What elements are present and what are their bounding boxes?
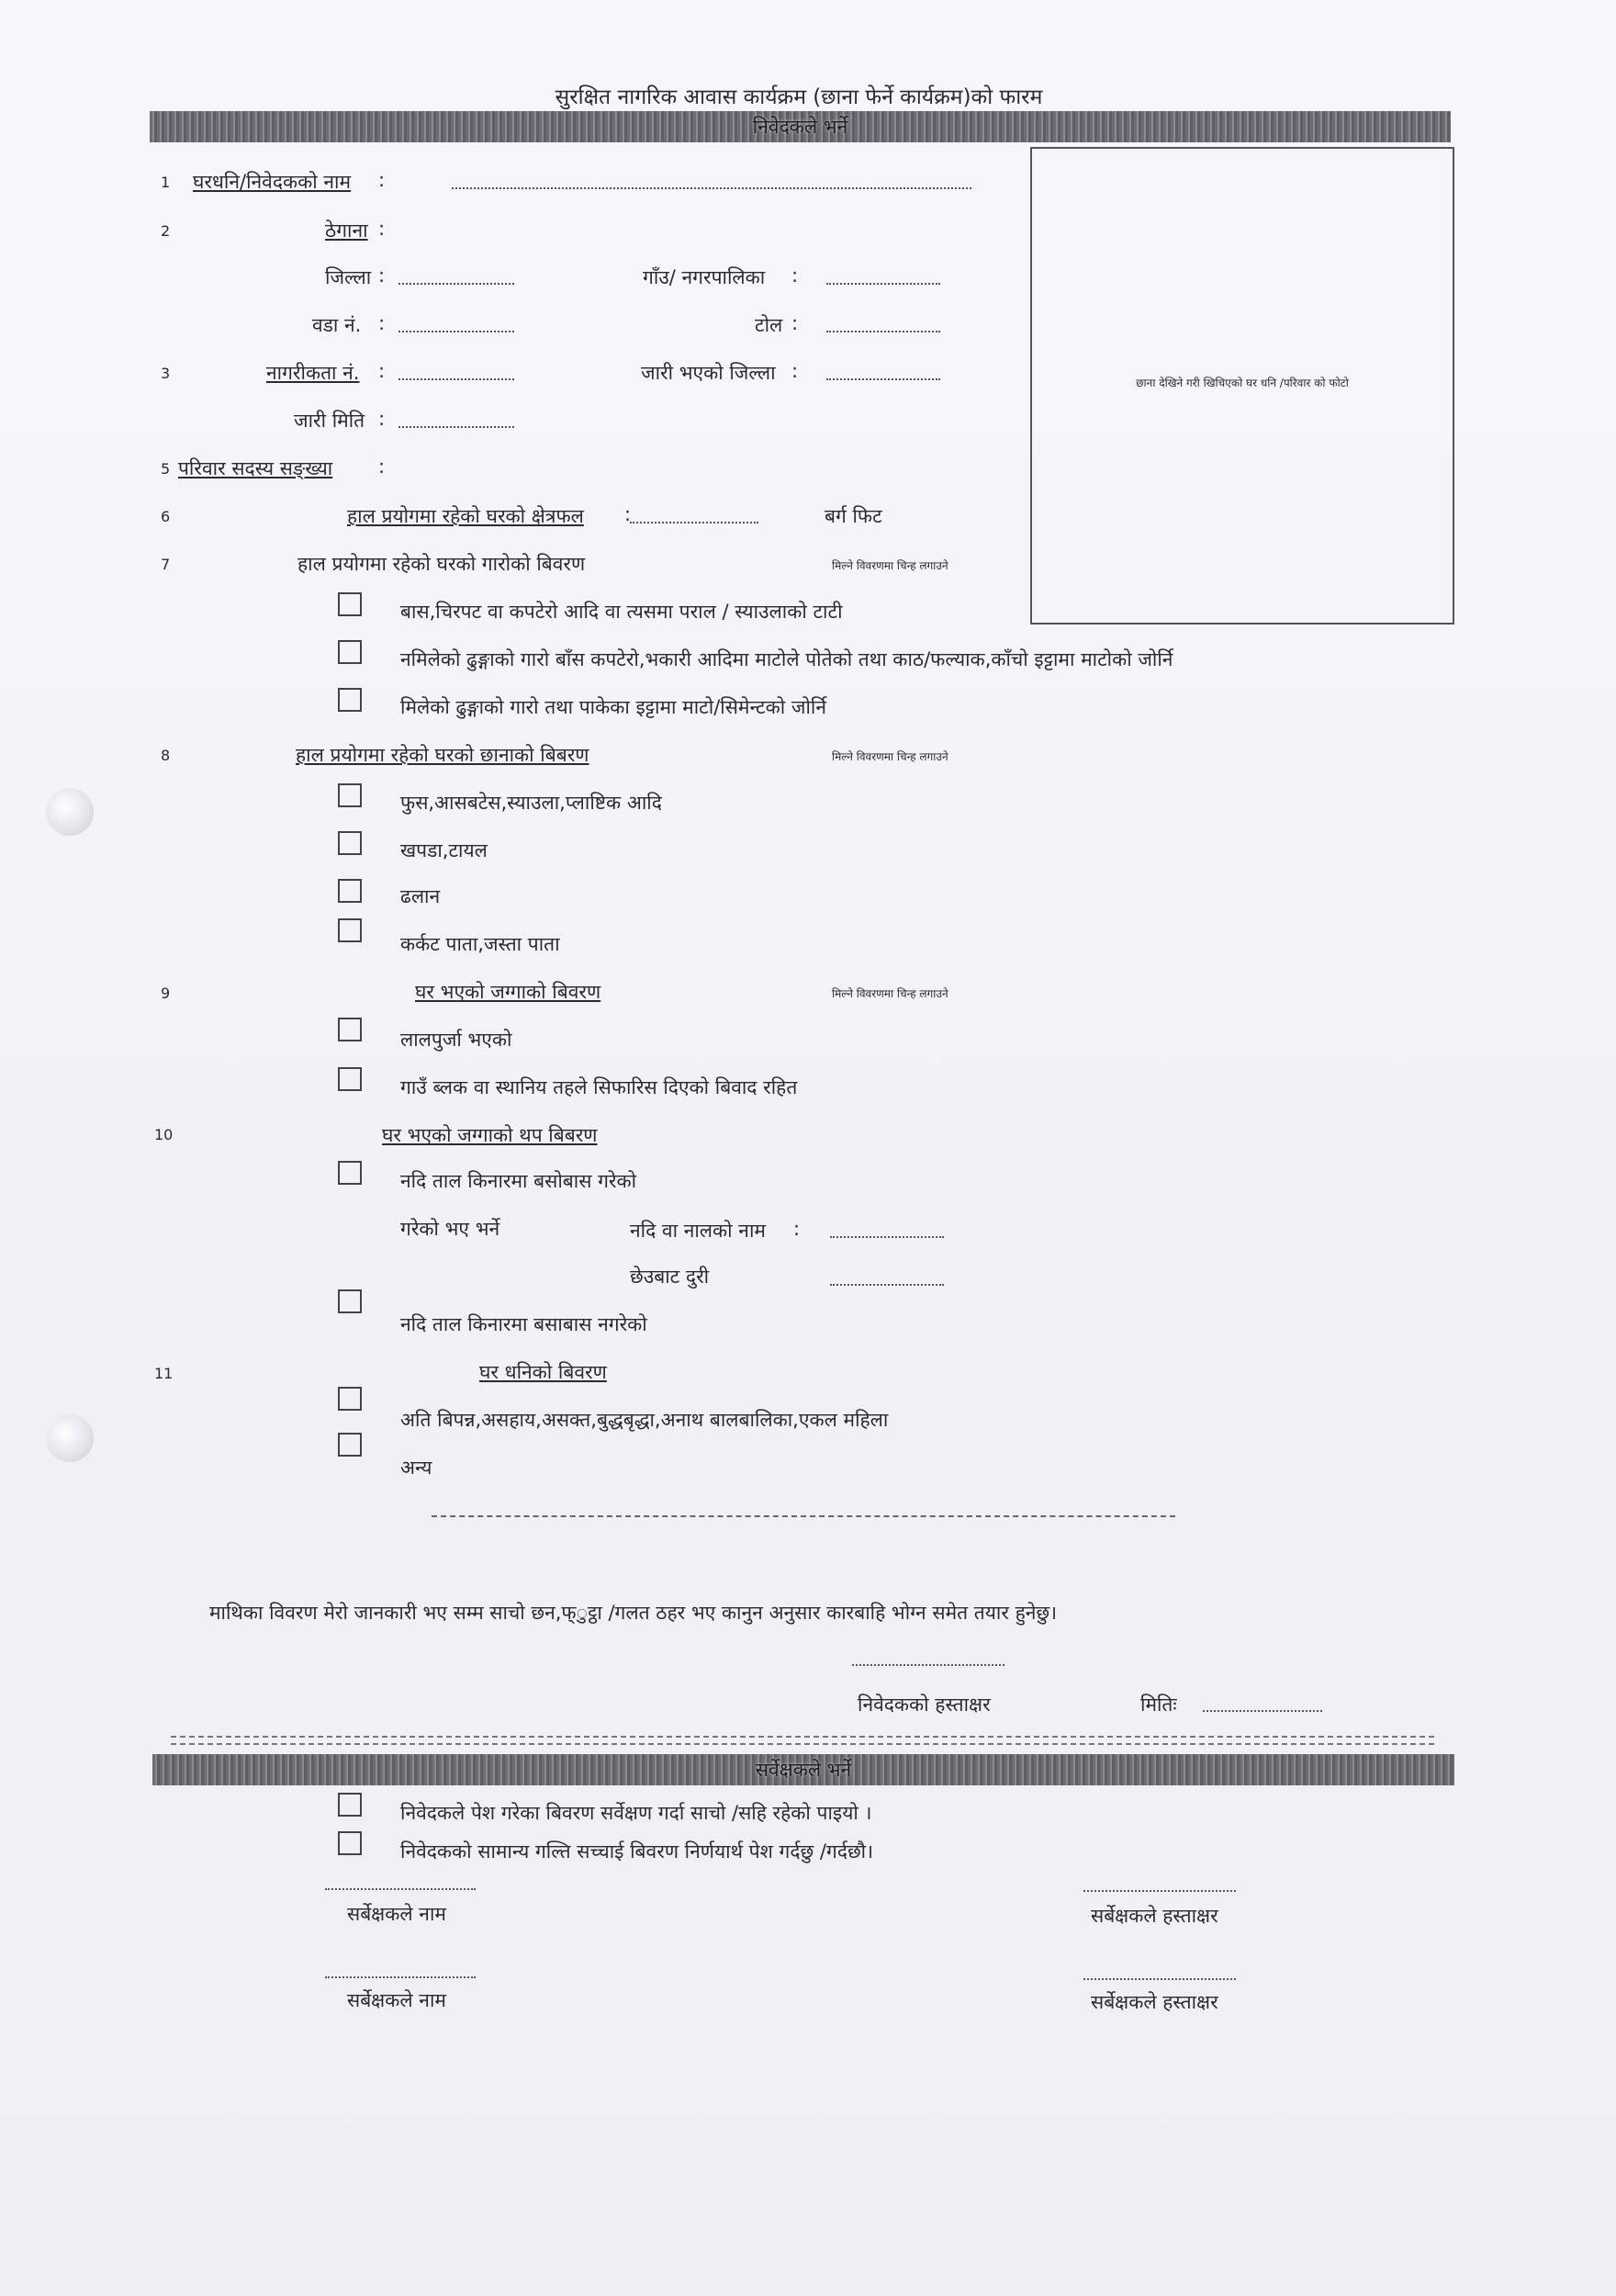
owner-option-1-label: अति बिपन्न,असहाय,असक्त,बुद्धबृद्धा,अनाथ बालबालिका,एकल महिला: [400, 1409, 889, 1431]
q1-label: घरधनि/निवेदकको नाम: [193, 171, 352, 193]
owner-option-2-label: अन्य: [400, 1457, 432, 1479]
roof-option-2-label: खपडा,टायल: [400, 839, 488, 861]
applicant-name-field[interactable]: [452, 187, 971, 189]
q8-label: हाल प्रयोगमा रहेको घरको छानाको बिबरण: [296, 744, 589, 766]
q7-number: 7: [161, 556, 171, 573]
q9-number: 9: [161, 985, 171, 1002]
q6-number: 6: [161, 508, 171, 525]
q8-mark-note: मिल्ने विवरणमा चिन्ह लगाउने: [832, 750, 948, 763]
surveyor-option-2-label: निवेदकको सामान्य गल्ति सच्चाई बिवरण निर्णयार्थ पेश गर्दछु /गर्दछौ।: [400, 1840, 874, 1863]
municipality-colon: :: [791, 264, 799, 287]
surveyor-option-2-checkbox[interactable]: [338, 1831, 362, 1855]
distance-field[interactable]: [830, 1284, 944, 1286]
land-option-2-checkbox[interactable]: [338, 1067, 362, 1091]
ward-field[interactable]: [398, 331, 514, 332]
owner-option-2-checkbox[interactable]: [338, 1433, 362, 1457]
roof-option-3-checkbox[interactable]: [338, 879, 362, 903]
date-field[interactable]: [1203, 1710, 1322, 1712]
surveyor-option-1-checkbox[interactable]: [338, 1793, 362, 1817]
riverbank-no-checkbox[interactable]: [338, 1289, 362, 1313]
q6-label: हाल प्रयोगमा रहेको घरको क्षेत्रफल: [347, 505, 584, 527]
roof-option-4-checkbox[interactable]: [338, 918, 362, 942]
municipality-label: गाँउ/ नगरपालिका: [643, 266, 766, 288]
surveyor-signature-1-label: सर्बेक्षकले हस्ताक्षर: [1091, 1905, 1218, 1927]
q11-number: 11: [154, 1365, 174, 1382]
applicant-section-title: निवेदकले भर्ने: [752, 116, 848, 138]
river-name-label: नदि वा नालको नाम: [630, 1220, 766, 1242]
owner-option-1-checkbox[interactable]: [338, 1387, 362, 1411]
wall-option-1-label: बास,चिरपट वा कपटेरो आदि वा त्यसमा पराल / स्याउलाको टाटी: [400, 601, 843, 623]
surveyor-name-1-label: सर्बेक्षकले नाम: [347, 1903, 446, 1925]
double-divider: [171, 1736, 1434, 1745]
land-option-1-label: लालपुर्जा भएको: [400, 1029, 512, 1051]
issued-district-colon: :: [791, 360, 799, 382]
surveyor-signature-2-label: सर्बेक्षकले हस्ताक्षर: [1091, 1991, 1218, 2013]
roof-option-4-label: कर्कट पाता,जस्ता पाता: [400, 933, 560, 955]
district-colon: :: [378, 264, 386, 287]
tole-label: टोल: [755, 314, 783, 336]
applicant-signature-field[interactable]: [852, 1664, 1004, 1666]
river-name-colon: :: [793, 1218, 801, 1240]
if-yes-label: गरेको भए भर्ने: [400, 1218, 500, 1240]
riverbank-yes-label: नदि ताल किनारमा बसोबास गरेको: [400, 1170, 637, 1192]
q7-mark-note: मिल्ने विवरणमा चिन्ह लगाउने: [832, 559, 948, 572]
roof-option-3-label: ढलान: [400, 885, 441, 907]
surveyor-name-2-field[interactable]: [325, 1976, 476, 1978]
distance-label: छेउबाट दुरी: [630, 1266, 710, 1288]
citizenship-label: नागरीकता नं.: [266, 362, 360, 384]
district-field[interactable]: [398, 283, 514, 285]
q5-label: परिवार सदस्य सङ्ख्या: [178, 457, 333, 479]
issued-district-field[interactable]: [826, 378, 940, 380]
q11-label: घर धनिको बिवरण: [479, 1361, 607, 1383]
municipality-field[interactable]: [826, 283, 940, 285]
q9-label: घर भएको जग्गाको बिवरण: [415, 981, 601, 1003]
tole-colon: :: [791, 312, 799, 334]
surveyor-signature-1-field[interactable]: [1083, 1890, 1236, 1892]
surveyor-name-2-label: सर्बेक्षकले नाम: [347, 1989, 446, 2011]
q2-number: 2: [161, 222, 171, 240]
q1-number: 1: [161, 174, 171, 191]
issued-district-label: जारी भएको जिल्ला: [641, 362, 776, 384]
surveyor-option-1-label: निवेदकले पेश गरेका बिवरण सर्वेक्षण गर्दा साचो /सहि रहेको पाइयो ।: [400, 1802, 872, 1824]
issued-date-field[interactable]: [398, 426, 514, 428]
applicant-signature-label: निवेदकको हस्ताक्षर: [858, 1694, 991, 1716]
roof-option-1-checkbox[interactable]: [338, 783, 362, 807]
q1-colon: :: [378, 169, 386, 191]
area-unit: बर्ग फिट: [825, 505, 882, 527]
land-option-2-label: गाउँ ब्लक वा स्थानिय तहले सिफारिस दिएको बिवाद रहित: [400, 1076, 798, 1098]
surveyor-signature-2-field[interactable]: [1083, 1978, 1236, 1980]
ward-colon: :: [378, 312, 386, 334]
tole-field[interactable]: [826, 331, 940, 332]
riverbank-no-label: नदि ताल किनारमा बसाबास नगरेको: [400, 1313, 647, 1335]
declaration-text: माथिका विवरण मेरो जानकारी भए सम्म साचो छन,फ्ुट्ठा /गलत ठहर भए कानुन अनुसार कारबाहि भोग्न समेत तयार हुनेछु।: [209, 1602, 1058, 1624]
river-name-field[interactable]: [830, 1236, 944, 1238]
q3-number: 3: [161, 365, 171, 382]
applicant-section-bar: [150, 111, 1451, 142]
roof-option-2-checkbox[interactable]: [338, 831, 362, 855]
date-label: मितिः: [1140, 1694, 1177, 1716]
photo-caption: छाना देखिने गरी खिचिएको घर धनि /परिवार को फोटो: [1136, 377, 1349, 389]
wall-option-3-label: मिलेको ढुङ्गाको गारो तथा पाकेका इट्टामा माटो/सिमेन्टको जोर्नि: [400, 696, 826, 718]
q7-label: हाल प्रयोगमा रहेको घरको गारोको बिवरण: [297, 553, 586, 575]
form-title: सुरक्षित नागरिक आवास कार्यक्रम (छाना फेर्ने कार्यक्रम)को फारम: [555, 85, 1043, 109]
issued-date-label: जारी मिति: [294, 410, 365, 432]
q10-label: घर भएको जग्गाको थप बिबरण: [382, 1124, 598, 1146]
punch-hole-top: [46, 788, 94, 836]
wall-option-2-label: नमिलेको ढुङ्गाको गारो बाँस कपटेरो,भकारी आदिमा माटोले पोतेको तथा काठ/फल्याक,काँचो इट्टामा माटोको जोर्नि: [400, 648, 1173, 670]
citizenship-colon: :: [378, 360, 386, 382]
wall-option-1-checkbox[interactable]: [338, 592, 362, 616]
q6-colon: :: [624, 503, 632, 525]
q5-number: 5: [161, 460, 171, 478]
district-label: जिल्ला: [325, 266, 372, 288]
riverbank-yes-checkbox[interactable]: [338, 1161, 362, 1185]
roof-option-1-label: फुस,आसबटेस,स्याउला,प्लाष्टिक आदि: [400, 792, 662, 814]
q9-mark-note: मिल्ने विवरणमा चिन्ह लगाउने: [832, 987, 948, 1000]
house-area-field[interactable]: [630, 522, 758, 523]
punch-hole-bottom: [46, 1414, 94, 1462]
surveyor-section-bar: [152, 1754, 1454, 1785]
surveyor-name-1-field[interactable]: [325, 1888, 476, 1890]
q2-label: ठेगाना: [325, 219, 368, 242]
q10-number: 10: [154, 1126, 174, 1143]
wall-option-3-checkbox[interactable]: [338, 688, 362, 712]
q2-colon: :: [378, 218, 386, 240]
land-option-1-checkbox[interactable]: [338, 1018, 362, 1041]
photo-box[interactable]: [1030, 147, 1454, 625]
section-divider: [432, 1515, 1175, 1517]
q8-number: 8: [161, 747, 171, 764]
surveyor-section-title: सर्वेक्षकले भर्ने: [755, 1759, 852, 1781]
ward-label: वडा नं.: [312, 314, 362, 336]
citizenship-field[interactable]: [398, 378, 514, 380]
q5-colon: :: [378, 456, 386, 478]
wall-option-2-checkbox[interactable]: [338, 640, 362, 664]
issued-date-colon: :: [378, 408, 386, 430]
